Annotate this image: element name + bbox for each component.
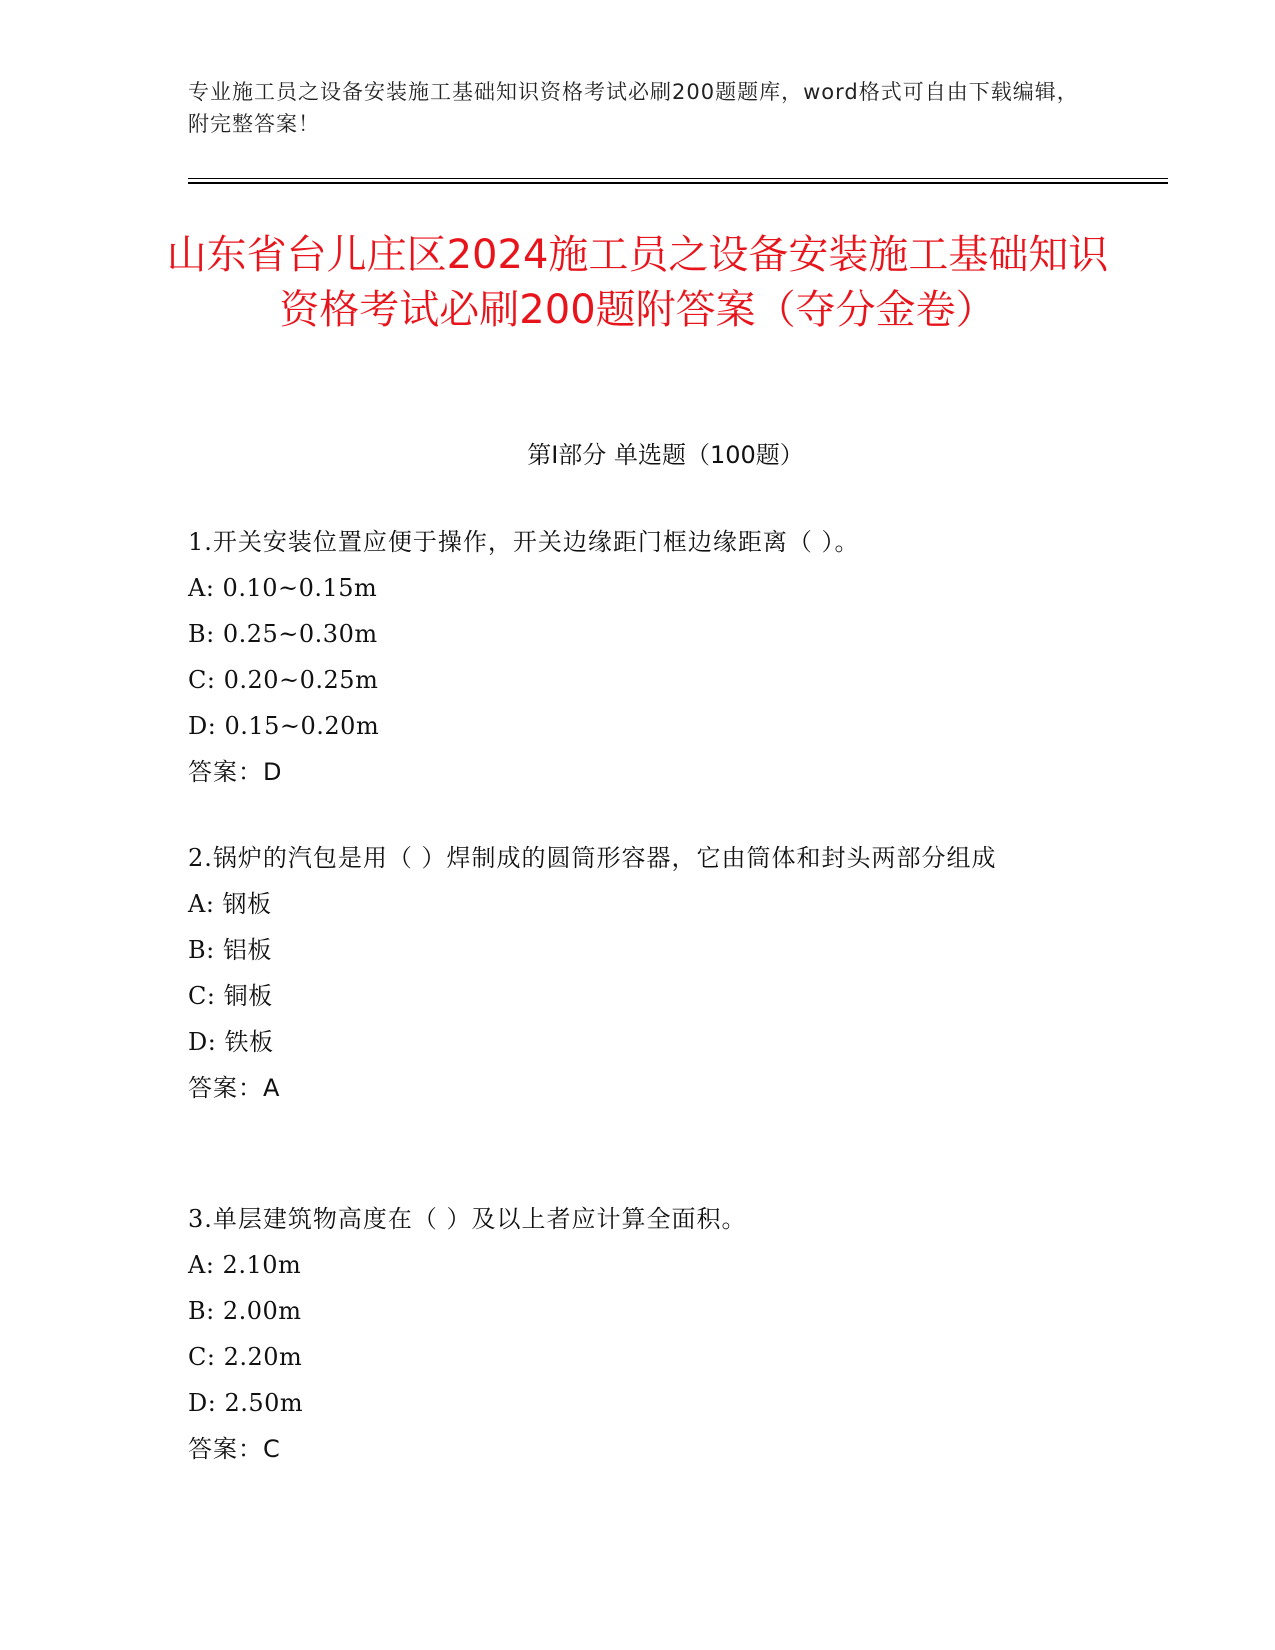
question-3 — [188, 1196, 1088, 1472]
question-stem: 3.单层建筑物高度在（ ）及以上者应计算全面积。 — [188, 1205, 747, 1233]
header-rule-thick — [188, 182, 1168, 184]
question-stem: 2.锅炉的汽包是用（ ）焊制成的圆筒形容器，它由筒体和封头两部分组成 — [188, 844, 997, 872]
answer: 答案：C — [188, 1435, 281, 1463]
option-a: A: 钢板 — [188, 890, 272, 918]
option-d: D: 0.15~0.20m — [188, 712, 380, 740]
option-c: C: 铜板 — [188, 982, 273, 1010]
option-a: A: 2.10m — [188, 1251, 302, 1279]
question-1 — [188, 519, 1088, 795]
option-b: B: 0.25~0.30m — [188, 620, 378, 648]
option-a: A: 0.10~0.15m — [188, 574, 378, 602]
question-stem: 1.开关安装位置应便于操作，开关边缘距门框边缘距离（ ）。 — [188, 528, 860, 556]
option-d: D: 铁板 — [188, 1028, 274, 1056]
option-b: B: 铝板 — [188, 936, 272, 964]
answer: 答案：A — [188, 1074, 281, 1102]
section-heading: 第Ⅰ部分 单选题（100题） — [527, 441, 804, 469]
option-d: D: 2.50m — [188, 1389, 304, 1417]
document-title: 山东省台儿庄区2024施工员之设备安装施工基础知识资格考试必刷200题附答案（夺分金卷） — [166, 232, 1109, 333]
answer: 答案：D — [188, 758, 283, 786]
option-c: C: 0.20~0.25m — [188, 666, 379, 694]
header-note: 专业施工员之设备安装施工基础知识资格考试必刷200题题库，word格式可自由下载编辑，附完整答案！ — [188, 80, 1079, 136]
question-2 — [188, 835, 1088, 1111]
option-b: B: 2.00m — [188, 1297, 302, 1325]
header-rule-thin — [188, 178, 1168, 179]
option-c: C: 2.20m — [188, 1343, 303, 1371]
